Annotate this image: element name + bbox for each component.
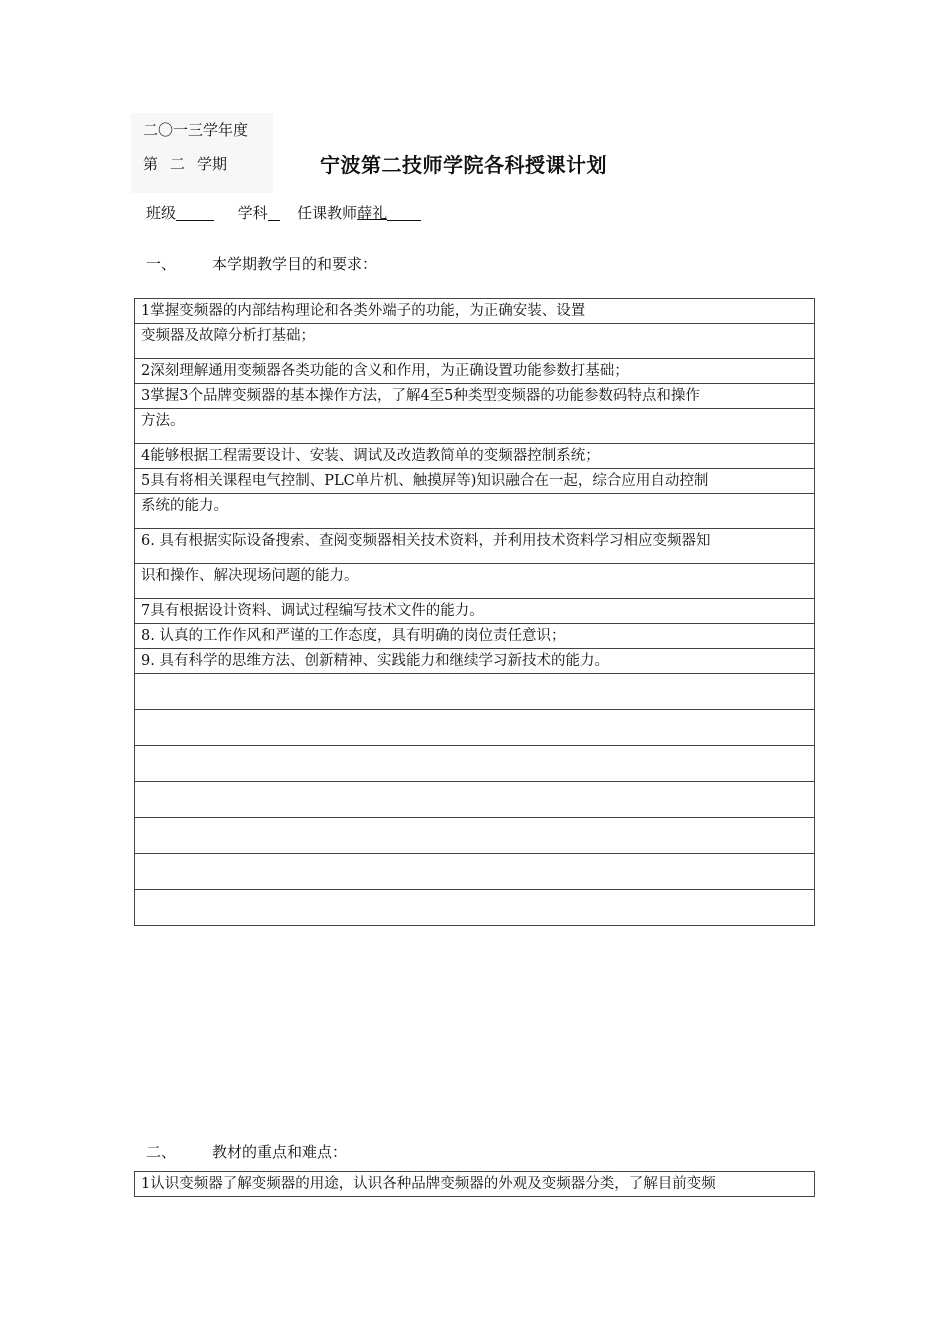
page-title: 宁波第二技师学院各科授课计划 bbox=[320, 153, 607, 177]
table-cell bbox=[135, 710, 815, 746]
section2-number: 二、 bbox=[146, 1143, 177, 1161]
table-cell: 3掌握3个品牌变频器的基本操作方法，了解4至5种类型变频器的功能参数码特点和操作 bbox=[135, 384, 815, 409]
table-row bbox=[135, 1172, 815, 1197]
table-cell: 1掌握变频器的内部结构理论和各类外端子的功能，为正确安装、设置 bbox=[135, 299, 815, 324]
table-cell: 识和操作、解决现场问题的能力。 bbox=[135, 564, 815, 599]
subject-blank bbox=[268, 205, 280, 221]
table-cell: 8. 认真的工作作风和严谨的工作态度，具有明确的岗位责任意识； bbox=[135, 624, 815, 649]
table-row bbox=[135, 746, 815, 782]
info-line bbox=[146, 202, 421, 223]
table-cell bbox=[135, 782, 815, 818]
table-cell bbox=[135, 854, 815, 890]
table-row bbox=[135, 299, 815, 324]
table-row bbox=[135, 710, 815, 746]
term-part-1: 第 bbox=[143, 155, 159, 173]
table-cell: 4能够根据工程需要设计、安装、调试及改造教简单的变频器控制系统； bbox=[135, 444, 815, 469]
table-cell: 5具有将相关课程电气控制、PLC单片机、触摸屏等)知识融合在一起，综合应用自动控制 bbox=[135, 469, 815, 494]
table-row bbox=[135, 529, 815, 564]
table-row bbox=[135, 890, 815, 926]
table-cell: 变频器及故障分析打基础； bbox=[135, 324, 815, 359]
table-cell bbox=[135, 818, 815, 854]
teacher-name: 薛礼 bbox=[357, 204, 388, 222]
term-part-3: 学期 bbox=[197, 155, 228, 173]
table-cell: 7具有根据设计资料、调试过程编写技术文件的能力。 bbox=[135, 599, 815, 624]
table-row bbox=[135, 494, 815, 529]
table-row bbox=[135, 818, 815, 854]
subject-label: 学科 bbox=[237, 204, 268, 222]
table-row bbox=[135, 624, 815, 649]
table-row bbox=[135, 409, 815, 444]
section1-table bbox=[134, 298, 815, 926]
table-cell bbox=[135, 890, 815, 926]
table-row bbox=[135, 324, 815, 359]
term-part-2: 二 bbox=[170, 155, 186, 173]
section1-title: 本学期教学目的和要求： bbox=[212, 255, 378, 273]
table-cell: 2深刻理解通用变频器各类功能的含义和作用，为正确设置功能参数打基础； bbox=[135, 359, 815, 384]
table-cell: 方法。 bbox=[135, 409, 815, 444]
table-cell bbox=[135, 746, 815, 782]
table-row bbox=[135, 469, 815, 494]
class-blank bbox=[176, 205, 214, 221]
table-row bbox=[135, 384, 815, 409]
table-cell: 9. 具有科学的思维方法、创新精神、实践能力和继续学习新技术的能力。 bbox=[135, 649, 815, 674]
table-cell: 1认识变频器了解变频器的用途，认识各种品牌变频器的外观及变频器分类，了解目前变频 bbox=[135, 1172, 815, 1197]
table-row bbox=[135, 782, 815, 818]
table-row bbox=[135, 649, 815, 674]
table-cell bbox=[135, 674, 815, 710]
section1-heading bbox=[146, 253, 377, 274]
school-year: 二〇一三学年度 bbox=[143, 121, 249, 139]
term-label bbox=[143, 153, 239, 174]
table-cell: 系统的能力。 bbox=[135, 494, 815, 529]
section1-number: 一、 bbox=[146, 255, 177, 273]
teacher-blank bbox=[387, 205, 421, 221]
table-row bbox=[135, 854, 815, 890]
section2-title: 教材的重点和难点： bbox=[212, 1143, 348, 1161]
table-row bbox=[135, 359, 815, 384]
table-cell: 6. 具有根据实际设备搜索、查阅变频器相关技术资料，并利用技术资料学习相应变频器知 bbox=[135, 529, 815, 564]
table-row bbox=[135, 564, 815, 599]
section2-table bbox=[134, 1171, 815, 1197]
table-row bbox=[135, 674, 815, 710]
table-row bbox=[135, 599, 815, 624]
section2-heading bbox=[146, 1141, 347, 1162]
teacher-label: 任课教师 bbox=[297, 204, 358, 222]
table-row bbox=[135, 444, 815, 469]
class-label: 班级 bbox=[146, 204, 177, 222]
